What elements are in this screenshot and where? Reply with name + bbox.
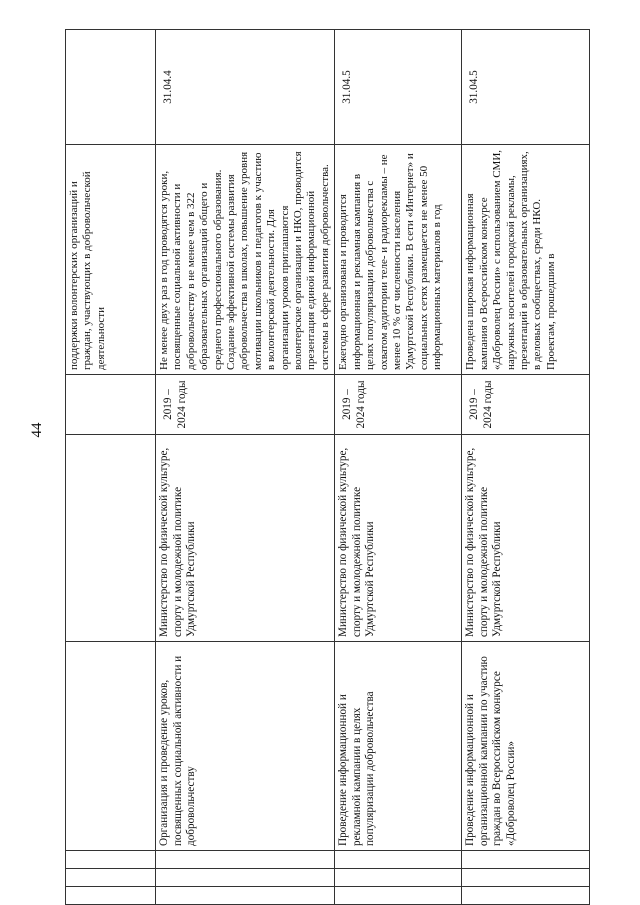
table-row (66, 30, 156, 905)
num-cell (156, 869, 335, 887)
table-row (335, 30, 462, 905)
executor-cell: Министерство по физической культуре, спорту и молодежной политике Удмуртской Республики (462, 435, 590, 642)
event-cell (66, 642, 156, 851)
code-cell: 31.04.5 (462, 30, 590, 145)
event-cell: Организация и проведение уроков, посвященных социальной активности и добровольчеству (156, 642, 335, 851)
num-cell (462, 887, 590, 905)
num-cell (66, 887, 156, 905)
num-cell (66, 869, 156, 887)
period-cell (66, 375, 156, 435)
event-cell: Проведение информационной и организационной кампании по участию граждан во Всероссийском конкурсе «Доброволец России» (462, 642, 590, 851)
table-row (462, 30, 590, 905)
period-cell: 2019 – 2024 годы (462, 375, 590, 435)
num-cell (462, 869, 590, 887)
code-cell: 31.04.4 (156, 30, 335, 145)
executor-cell (66, 435, 156, 642)
num-cell (335, 851, 462, 869)
code-cell (66, 30, 156, 145)
num-cell (156, 887, 335, 905)
num-cell (156, 851, 335, 869)
num-cell (335, 869, 462, 887)
table-row (156, 30, 335, 905)
num-cell (462, 851, 590, 869)
result-cell: Не менее двух раз в год проводятся уроки, посвященные социальной активности и добровольчеству в не менее чем в 322 образовательных организаций общего и среднего профессионального образования. Создание эффективной системы развития добровольчества в школах, повышение уровня мотивации школьников и педагогов к участию в волонтерской деятельности. Для организации уроков приглашаются волонтерские организации и НКО, проводится презентация единой информационной системы в сфере развития добровольчества. (156, 145, 335, 375)
executor-cell: Министерство по физической культуре, спорту и молодежной политике Удмуртской Республики (156, 435, 335, 642)
rotated-table-sheet (65, 30, 557, 905)
code-cell: 31.04.5 (335, 30, 462, 145)
result-cell: Ежегодно организована и проводится информационная и рекламная кампания в целях популяризации добровольчества с охватом аудитории теле- и радиорекламы – не менее 10 % от численности населения Удмуртской Республики. В сети «Интернет» и социальных сетях размещается не менее 50 информационных материалов в год (335, 145, 462, 375)
result-cell: Проведена широкая информационная кампания о Всероссийском конкурсе «Доброволец России» с использованием СМИ, наружных носителей городской рекламы, презентаций в образовательных организациях, в деловых сообществах, среди НКО. Проектам, прошедшим в (462, 145, 590, 375)
event-cell: Проведение информационной и рекламной кампании в целях популяризации добровольчества (335, 642, 462, 851)
num-cell (66, 851, 156, 869)
period-cell: 2019 – 2024 годы (335, 375, 462, 435)
page-number: 44 (29, 422, 45, 438)
num-cell (335, 887, 462, 905)
activities-table (65, 29, 590, 905)
period-cell: 2019 – 2024 годы (156, 375, 335, 435)
result-cell: поддержки волонтерских организаций и граждан, участвующих в добровольческой деятельности (66, 145, 156, 375)
executor-cell: Министерство по физической культуре, спорту и молодежной политике Удмуртской Республики (335, 435, 462, 642)
